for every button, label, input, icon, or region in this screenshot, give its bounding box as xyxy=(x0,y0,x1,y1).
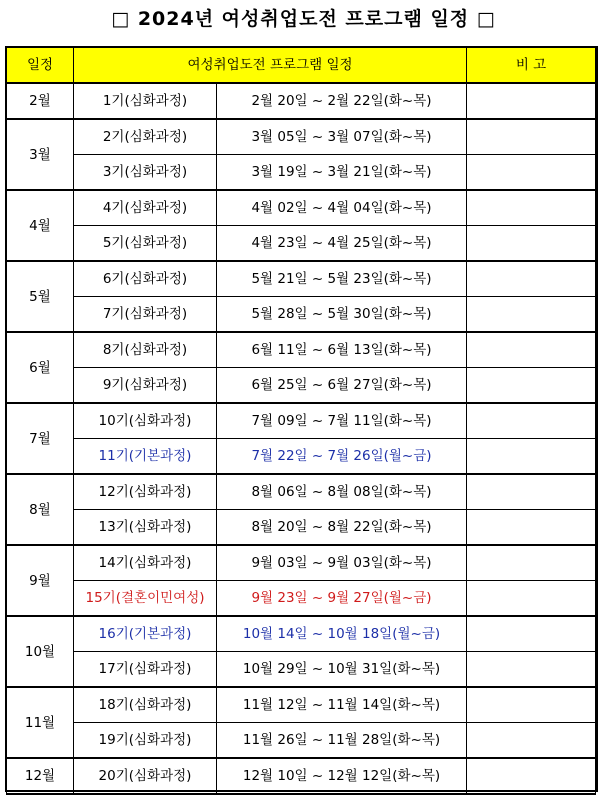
table-row xyxy=(7,652,596,688)
month-cell: 9월 xyxy=(7,545,74,616)
round-cell: 12기(심화과정) xyxy=(74,474,217,510)
month-cell: 5월 xyxy=(7,261,74,332)
date-range-cell: 2월 20일 ~ 2월 22일(화~목) xyxy=(217,83,467,119)
date-range-cell: 4월 23일 ~ 4월 25일(화~목) xyxy=(217,226,467,262)
schedule-body xyxy=(7,83,596,794)
date-range-cell: 7월 22일 ~ 7월 26일(월~금) xyxy=(217,439,467,475)
table-row xyxy=(7,616,596,652)
note-cell xyxy=(467,616,596,652)
date-range-cell: 3월 05일 ~ 3월 07일(화~목) xyxy=(217,119,467,155)
round-cell: 13기(심화과정) xyxy=(74,510,217,546)
date-range-cell: 5월 28일 ~ 5월 30일(화~목) xyxy=(217,297,467,333)
round-cell: 19기(심화과정) xyxy=(74,723,217,759)
table-row xyxy=(7,581,596,617)
round-cell: 10기(심화과정) xyxy=(74,403,217,439)
table-row xyxy=(7,155,596,191)
date-range-cell: 11월 12일 ~ 11월 14일(화~목) xyxy=(217,687,467,723)
round-cell: 8기(심화과정) xyxy=(74,332,217,368)
page-title: □ 2024년 여성취업도전 프로그램 일정 □ xyxy=(111,8,496,30)
table-row xyxy=(7,297,596,333)
month-cell: 7월 xyxy=(7,403,74,474)
month-cell: 10월 xyxy=(7,616,74,687)
round-cell: 20기(심화과정) xyxy=(74,758,217,794)
note-cell xyxy=(467,439,596,475)
note-cell xyxy=(467,687,596,723)
table-row xyxy=(7,368,596,404)
month-cell: 3월 xyxy=(7,119,74,190)
table-row xyxy=(7,758,596,794)
date-range-cell: 11월 26일 ~ 11월 28일(화~목) xyxy=(217,723,467,759)
table-row xyxy=(7,261,596,297)
table-row xyxy=(7,403,596,439)
header-note: 비 고 xyxy=(467,48,596,84)
table-row xyxy=(7,723,596,759)
date-range-cell: 10월 29일 ~ 10월 31일(화~목) xyxy=(217,652,467,688)
round-cell: 17기(심화과정) xyxy=(74,652,217,688)
note-cell xyxy=(467,226,596,262)
table-header-row xyxy=(7,48,596,84)
note-cell xyxy=(467,652,596,688)
note-cell xyxy=(467,581,596,617)
note-cell xyxy=(467,261,596,297)
note-cell xyxy=(467,155,596,191)
note-cell xyxy=(467,474,596,510)
date-range-cell: 9월 03일 ~ 9월 03일(화~목) xyxy=(217,545,467,581)
note-cell xyxy=(467,723,596,759)
date-range-cell: 12월 10일 ~ 12월 12일(화~목) xyxy=(217,758,467,794)
table-row xyxy=(7,439,596,475)
note-cell xyxy=(467,332,596,368)
date-range-cell: 7월 09일 ~ 7월 11일(화~목) xyxy=(217,403,467,439)
note-cell xyxy=(467,510,596,546)
round-cell: 16기(기본과정) xyxy=(74,616,217,652)
note-cell xyxy=(467,119,596,155)
header-month: 일정 xyxy=(7,48,74,84)
round-cell: 6기(심화과정) xyxy=(74,261,217,297)
header-program: 여성취업도전 프로그램 일정 xyxy=(74,48,467,84)
note-cell xyxy=(467,297,596,333)
note-cell xyxy=(467,403,596,439)
round-cell: 14기(심화과정) xyxy=(74,545,217,581)
date-range-cell: 6월 25일 ~ 6월 27일(화~목) xyxy=(217,368,467,404)
round-cell: 2기(심화과정) xyxy=(74,119,217,155)
date-range-cell: 3월 19일 ~ 3월 21일(화~목) xyxy=(217,155,467,191)
month-cell: 8월 xyxy=(7,474,74,545)
round-cell: 1기(심화과정) xyxy=(74,83,217,119)
note-cell xyxy=(467,83,596,119)
table-row xyxy=(7,687,596,723)
note-cell xyxy=(467,545,596,581)
date-range-cell: 4월 02일 ~ 4월 04일(화~목) xyxy=(217,190,467,226)
date-range-cell: 10월 14일 ~ 10월 18일(월~금) xyxy=(217,616,467,652)
table-row xyxy=(7,83,596,119)
table-row xyxy=(7,332,596,368)
table-row xyxy=(7,545,596,581)
table-row xyxy=(7,510,596,546)
round-cell: 5기(심화과정) xyxy=(74,226,217,262)
table-row xyxy=(7,190,596,226)
month-cell: 2월 xyxy=(7,83,74,119)
round-cell: 15기(결혼이민여성) xyxy=(74,581,217,617)
month-cell: 11월 xyxy=(7,687,74,758)
round-cell: 3기(심화과정) xyxy=(74,155,217,191)
round-cell: 7기(심화과정) xyxy=(74,297,217,333)
table-row xyxy=(7,474,596,510)
date-range-cell: 5월 21일 ~ 5월 23일(화~목) xyxy=(217,261,467,297)
date-range-cell: 8월 20일 ~ 8월 22일(화~목) xyxy=(217,510,467,546)
round-cell: 18기(심화과정) xyxy=(74,687,217,723)
date-range-cell: 6월 11일 ~ 6월 13일(화~목) xyxy=(217,332,467,368)
note-cell xyxy=(467,368,596,404)
round-cell: 4기(심화과정) xyxy=(74,190,217,226)
month-cell: 4월 xyxy=(7,190,74,261)
note-cell xyxy=(467,190,596,226)
round-cell: 9기(심화과정) xyxy=(74,368,217,404)
date-range-cell: 9월 23일 ~ 9월 27일(월~금) xyxy=(217,581,467,617)
schedule-table xyxy=(6,47,596,795)
note-cell xyxy=(467,758,596,794)
round-cell: 11기(기본과정) xyxy=(74,439,217,475)
table-row xyxy=(7,226,596,262)
month-cell: 6월 xyxy=(7,332,74,403)
month-cell: 12월 xyxy=(7,758,74,794)
date-range-cell: 8월 06일 ~ 8월 08일(화~목) xyxy=(217,474,467,510)
table-row xyxy=(7,119,596,155)
